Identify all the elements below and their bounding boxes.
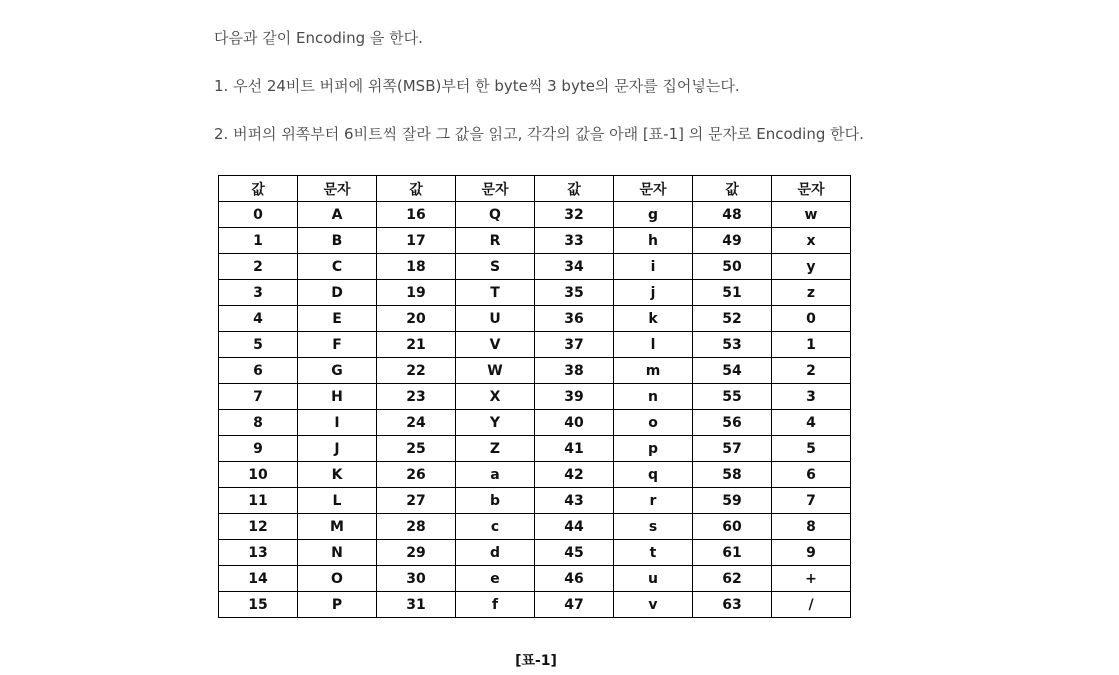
char-cell: l — [614, 332, 693, 358]
char-cell: J — [298, 436, 377, 462]
char-cell: g — [614, 202, 693, 228]
char-cell: o — [614, 410, 693, 436]
char-cell: W — [456, 358, 535, 384]
char-cell: n — [614, 384, 693, 410]
value-cell: 8 — [219, 410, 298, 436]
value-cell: 14 — [219, 566, 298, 592]
char-cell: x — [772, 228, 851, 254]
char-cell: 0 — [772, 306, 851, 332]
char-cell: A — [298, 202, 377, 228]
header-char: 문자 — [456, 176, 535, 202]
value-cell: 5 — [219, 332, 298, 358]
value-cell: 17 — [377, 228, 456, 254]
value-cell: 55 — [693, 384, 772, 410]
value-cell: 40 — [535, 410, 614, 436]
char-cell: L — [298, 488, 377, 514]
char-cell: b — [456, 488, 535, 514]
char-cell: I — [298, 410, 377, 436]
table-header-row — [219, 176, 851, 202]
char-cell: 2 — [772, 358, 851, 384]
value-cell: 52 — [693, 306, 772, 332]
char-cell: X — [456, 384, 535, 410]
char-cell: U — [456, 306, 535, 332]
char-cell: K — [298, 462, 377, 488]
char-cell: Q — [456, 202, 535, 228]
value-cell: 33 — [535, 228, 614, 254]
char-cell: M — [298, 514, 377, 540]
value-cell: 22 — [377, 358, 456, 384]
value-cell: 58 — [693, 462, 772, 488]
value-cell: 7 — [219, 384, 298, 410]
char-cell: d — [456, 540, 535, 566]
value-cell: 44 — [535, 514, 614, 540]
value-cell: 49 — [693, 228, 772, 254]
char-cell: D — [298, 280, 377, 306]
char-cell: w — [772, 202, 851, 228]
value-cell: 23 — [377, 384, 456, 410]
value-cell: 41 — [535, 436, 614, 462]
char-cell: F — [298, 332, 377, 358]
value-cell: 13 — [219, 540, 298, 566]
char-cell: V — [456, 332, 535, 358]
table-row — [219, 254, 851, 280]
value-cell: 0 — [219, 202, 298, 228]
char-cell: 3 — [772, 384, 851, 410]
step-2-paragraph: 2. 버퍼의 위쪽부터 6비트씩 잘라 그 값을 읽고, 각각의 값을 아래 [표-1] 의 문자로 Encoding 한다. — [214, 125, 864, 143]
header-value: 값 — [535, 176, 614, 202]
value-cell: 26 — [377, 462, 456, 488]
char-cell: Z — [456, 436, 535, 462]
char-cell: 9 — [772, 540, 851, 566]
header-value: 값 — [693, 176, 772, 202]
char-cell: O — [298, 566, 377, 592]
char-cell: R — [456, 228, 535, 254]
char-cell: y — [772, 254, 851, 280]
table-row — [219, 566, 851, 592]
header-char: 문자 — [298, 176, 377, 202]
value-cell: 16 — [377, 202, 456, 228]
value-cell: 56 — [693, 410, 772, 436]
char-cell: 1 — [772, 332, 851, 358]
char-cell: e — [456, 566, 535, 592]
table-row — [219, 228, 851, 254]
value-cell: 57 — [693, 436, 772, 462]
char-cell: i — [614, 254, 693, 280]
value-cell: 32 — [535, 202, 614, 228]
value-cell: 48 — [693, 202, 772, 228]
value-cell: 38 — [535, 358, 614, 384]
header-value: 값 — [377, 176, 456, 202]
table-row — [219, 280, 851, 306]
value-cell: 9 — [219, 436, 298, 462]
value-cell: 31 — [377, 592, 456, 618]
char-cell: E — [298, 306, 377, 332]
value-cell: 4 — [219, 306, 298, 332]
value-cell: 27 — [377, 488, 456, 514]
char-cell: / — [772, 592, 851, 618]
value-cell: 24 — [377, 410, 456, 436]
char-cell: S — [456, 254, 535, 280]
char-cell: 8 — [772, 514, 851, 540]
char-cell: T — [456, 280, 535, 306]
step-1-paragraph: 1. 우선 24비트 버퍼에 위쪽(MSB)부터 한 byte씩 3 byte의 문자를 집어넣는다. — [214, 77, 740, 95]
value-cell: 35 — [535, 280, 614, 306]
value-cell: 20 — [377, 306, 456, 332]
char-cell: B — [298, 228, 377, 254]
char-cell: m — [614, 358, 693, 384]
value-cell: 19 — [377, 280, 456, 306]
table-row — [219, 358, 851, 384]
value-cell: 15 — [219, 592, 298, 618]
value-cell: 6 — [219, 358, 298, 384]
char-cell: f — [456, 592, 535, 618]
value-cell: 29 — [377, 540, 456, 566]
char-cell: C — [298, 254, 377, 280]
char-cell: k — [614, 306, 693, 332]
table-row — [219, 410, 851, 436]
value-cell: 45 — [535, 540, 614, 566]
value-cell: 11 — [219, 488, 298, 514]
table-row — [219, 384, 851, 410]
char-cell: z — [772, 280, 851, 306]
encoding-table — [218, 175, 851, 618]
char-cell: N — [298, 540, 377, 566]
value-cell: 53 — [693, 332, 772, 358]
value-cell: 63 — [693, 592, 772, 618]
value-cell: 34 — [535, 254, 614, 280]
value-cell: 18 — [377, 254, 456, 280]
table-row — [219, 436, 851, 462]
char-cell: t — [614, 540, 693, 566]
value-cell: 51 — [693, 280, 772, 306]
char-cell: H — [298, 384, 377, 410]
char-cell: 4 — [772, 410, 851, 436]
char-cell: u — [614, 566, 693, 592]
table-row — [219, 462, 851, 488]
char-cell: 7 — [772, 488, 851, 514]
char-cell: a — [456, 462, 535, 488]
table-row — [219, 592, 851, 618]
char-cell: q — [614, 462, 693, 488]
value-cell: 3 — [219, 280, 298, 306]
char-cell: h — [614, 228, 693, 254]
value-cell: 28 — [377, 514, 456, 540]
table-row — [219, 202, 851, 228]
table-caption: [표-1] — [515, 653, 557, 669]
value-cell: 10 — [219, 462, 298, 488]
intro-paragraph: 다음과 같이 Encoding 을 한다. — [214, 29, 423, 47]
char-cell: s — [614, 514, 693, 540]
table-row — [219, 514, 851, 540]
table-row — [219, 332, 851, 358]
value-cell: 2 — [219, 254, 298, 280]
value-cell: 50 — [693, 254, 772, 280]
char-cell: P — [298, 592, 377, 618]
header-value: 값 — [219, 176, 298, 202]
value-cell: 61 — [693, 540, 772, 566]
char-cell: p — [614, 436, 693, 462]
value-cell: 1 — [219, 228, 298, 254]
value-cell: 37 — [535, 332, 614, 358]
value-cell: 62 — [693, 566, 772, 592]
value-cell: 46 — [535, 566, 614, 592]
char-cell: 6 — [772, 462, 851, 488]
value-cell: 59 — [693, 488, 772, 514]
table-body — [219, 202, 851, 618]
char-cell: G — [298, 358, 377, 384]
table-row — [219, 540, 851, 566]
header-char: 문자 — [614, 176, 693, 202]
value-cell: 39 — [535, 384, 614, 410]
header-char: 문자 — [772, 176, 851, 202]
value-cell: 54 — [693, 358, 772, 384]
value-cell: 25 — [377, 436, 456, 462]
char-cell: 5 — [772, 436, 851, 462]
char-cell: v — [614, 592, 693, 618]
char-cell: r — [614, 488, 693, 514]
value-cell: 43 — [535, 488, 614, 514]
table-row — [219, 488, 851, 514]
char-cell: c — [456, 514, 535, 540]
value-cell: 30 — [377, 566, 456, 592]
value-cell: 21 — [377, 332, 456, 358]
table-row — [219, 306, 851, 332]
value-cell: 12 — [219, 514, 298, 540]
char-cell: j — [614, 280, 693, 306]
value-cell: 47 — [535, 592, 614, 618]
value-cell: 36 — [535, 306, 614, 332]
char-cell: + — [772, 566, 851, 592]
char-cell: Y — [456, 410, 535, 436]
value-cell: 60 — [693, 514, 772, 540]
value-cell: 42 — [535, 462, 614, 488]
